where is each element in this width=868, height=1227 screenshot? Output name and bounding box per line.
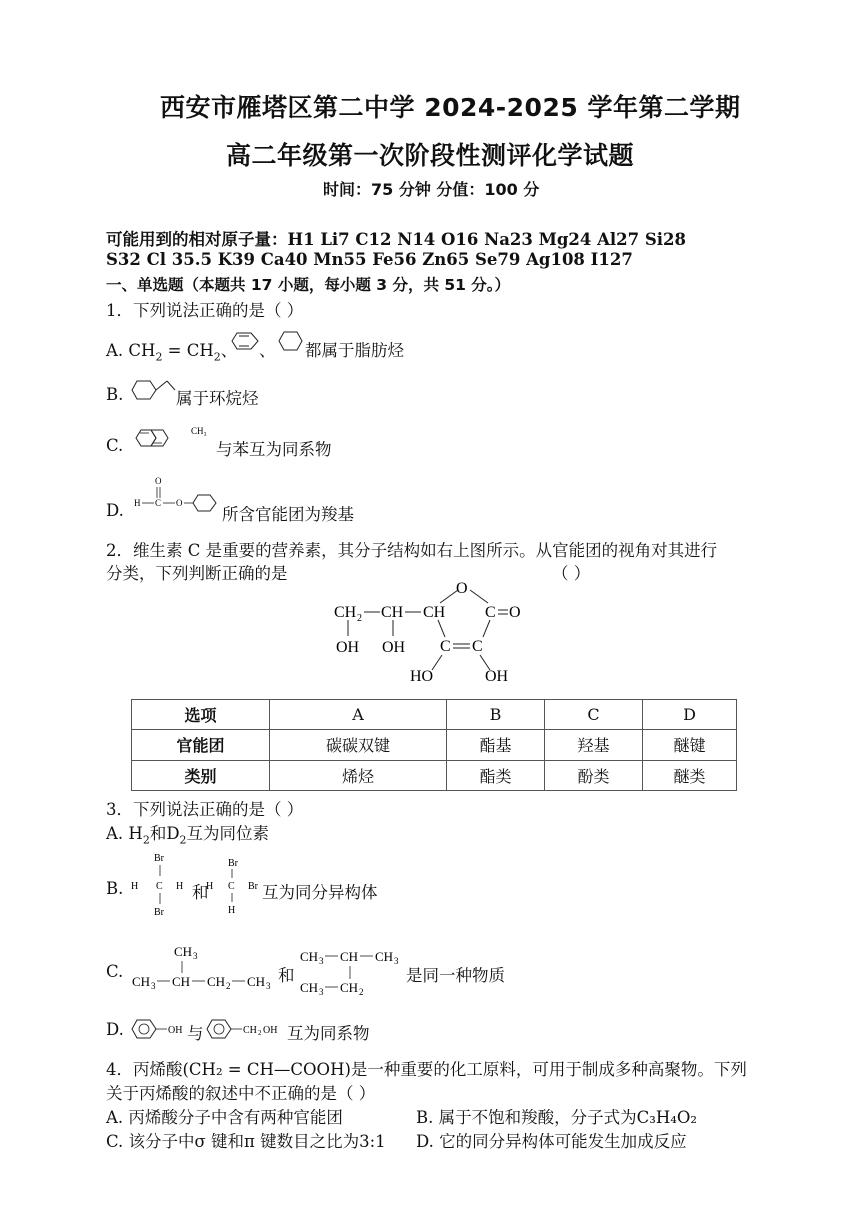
q1-c-label: C. [106,436,124,455]
svg-text:CH: CH [300,949,319,964]
svg-text:CH: CH [381,604,404,621]
q1-d-text: 所含官能团为羧基 [222,505,354,524]
atomic-masses-line-2: S32 Cl 35.5 K39 Ca40 Mn55 Fe56 Zn65 Se79 Ag108 I127 [106,250,633,269]
table-cell: A [270,700,447,730]
svg-text:CH: CH [207,974,226,989]
table-cell: D [643,700,737,730]
benzyl-alcohol-structure [206,1017,288,1041]
q2-paren: （ ） [552,564,591,583]
q3-b-text: 互为同分异构体 [262,883,378,902]
svg-text:3: 3 [394,956,399,966]
table-cell: 官能团 [132,730,270,760]
svg-text:3: 3 [151,981,156,991]
isopentane-structure [130,940,280,992]
table-cell: 酯类 [447,760,545,790]
svg-text:HO: HO [410,668,434,685]
svg-text:H: H [134,498,141,508]
svg-text:OH: OH [263,1025,278,1036]
table-cell: 酚类 [545,760,643,790]
table-cell: 醚类 [643,760,737,790]
table-row [132,760,737,790]
q3-c-label: C. [106,962,124,981]
q1-b-label: B. [106,385,124,404]
svg-text:Br: Br [154,907,164,918]
svg-text:Br: Br [228,858,238,869]
svg-text:C: C [440,638,451,655]
svg-text:CH: CH [300,980,319,995]
svg-text:O: O [176,498,183,508]
svg-text:3: 3 [319,956,324,966]
table-row [132,700,737,730]
time-score: 时间：75 分钟 分值：100 分 [323,180,540,199]
q3-d-and: 与 [187,1024,204,1043]
svg-text:H: H [131,881,139,892]
table-cell: 碳碳双键 [270,730,447,760]
svg-text:CH: CH [340,949,359,964]
svg-text:CH: CH [423,604,446,621]
q3-b-and: 和 [192,883,209,902]
ethene-formula: $CH_2 = CH_2$ [128,341,221,364]
q3-c-and: 和 [278,966,295,985]
cyclohexane-structure [278,330,304,352]
q2-options-table [131,699,737,791]
svg-text:2: 2 [357,613,362,624]
svg-text:2: 2 [258,1029,262,1037]
svg-text:O: O [509,604,521,621]
q4-option-b: B. 属于不饱和羧酸，分子式为C₃H₄O₂ [416,1108,697,1127]
svg-text:3: 3 [266,981,271,991]
svg-text:O: O [155,476,162,486]
svg-text:CH: CH [174,944,193,959]
section-heading: 一、单选题（本题共 17 小题，每小题 3 分，共 51 分。） [106,276,511,294]
svg-text:C: C [472,638,483,655]
svg-text:CH: CH [132,974,151,989]
svg-text:C: C [228,881,235,892]
title-line-2: 高二年级第一次阶段性测评化学试题 [226,141,635,170]
svg-text:H: H [176,881,184,892]
svg-text:O: O [456,580,468,597]
vitamin-c-structure [330,575,530,687]
svg-text:CH: CH [172,974,191,989]
q1-d-label: D. [106,501,124,520]
title-line-1: 西安市雁塔区第二中学 2024-2025 学年第二学期 [160,93,741,122]
q3-option-a: A. $H_2$和$D_2$互为同位素 [106,824,270,847]
q4-option-d: D. 它的同分异构体可能发生加成反应 [416,1132,687,1151]
phenol-structure [131,1017,187,1041]
q1-option-a: A. $CH_2 = CH_2$、 [106,341,238,364]
svg-text:Br: Br [248,881,258,892]
svg-text:H: H [206,881,214,892]
q3-c-text: 是同一种物质 [406,966,505,985]
methylnaphthalene-structure [131,422,215,454]
q2-stem-2: 分类，下列判断正确的是 [106,564,288,583]
svg-text:OH: OH [485,668,509,685]
svg-text:H: H [228,905,236,916]
benzene-structure [230,330,260,352]
svg-text:OH: OH [168,1025,183,1036]
table-row [132,730,737,760]
table-cell: 羟基 [545,730,643,760]
svg-text:CH: CH [340,980,359,995]
q4-stem-1: 4．丙烯酸(CH₂ = CH—COOH)是一种重要的化工原料，可用于制成多种高聚物。下列 [106,1060,747,1079]
table-cell: C [545,700,643,730]
isotope-formula: $H_2$和$D_2$ [128,824,187,847]
q1-stem: 1．下列说法正确的是（ ） [106,301,304,320]
table-cell: B [447,700,545,730]
table-cell: 醚键 [643,730,737,760]
q1-c-text: 与苯互为同系物 [216,440,332,459]
svg-text:OH: OH [336,639,360,656]
methyl-label: CH₃ [191,426,207,436]
svg-text:OH: OH [382,639,406,656]
q3-stem: 3．下列说法正确的是（ ） [106,800,304,819]
svg-text:Br: Br [154,853,164,864]
ethylcyclohexane-structure [131,378,177,402]
q3-b-label: B. [106,879,124,898]
atomic-masses-line-1: 可能用到的相对原子量：H1 Li7 C12 N14 O16 Na23 Mg24 Al27 Si28 [106,230,687,249]
q1-b-text: 属于环烷烃 [176,389,259,408]
table-cell: 类别 [132,760,270,790]
table-cell: 选项 [132,700,270,730]
svg-text:2: 2 [359,987,364,997]
isopentane-alt-structure [298,942,408,1000]
svg-text:3: 3 [193,951,198,961]
svg-text:C: C [155,498,162,508]
q4-stem-2: 关于丙烯酸的叙述中不正确的是（ ） [106,1084,376,1103]
option-label: A. [106,341,124,360]
svg-text:CH: CH [243,1025,257,1036]
q2-stem-1: 2．维生素 C 是重要的营养素，其分子结构如右上图所示。从官能团的视角对其进行 [106,541,718,560]
q4-option-a: A. 丙烯酸分子中含有两种官能团 [106,1108,343,1127]
table-cell: 烯烃 [270,760,447,790]
svg-text:3: 3 [319,987,324,997]
svg-text:C: C [485,604,496,621]
q4-option-c: C. 该分子中σ 键和π 键数目之比为3:1 [106,1132,386,1151]
svg-text:C: C [156,881,163,892]
q3-d-text: 互为同系物 [287,1024,370,1043]
svg-text:CH: CH [334,604,357,621]
q1-a-text: 都属于脂肪烃 [305,341,404,360]
q1-sep: 、 [259,341,276,360]
phenyl-formate-structure [131,472,223,518]
svg-text:CH: CH [247,974,266,989]
table-cell: 酯基 [447,730,545,760]
svg-text:CH: CH [375,949,394,964]
svg-text:2: 2 [226,981,231,991]
q3-d-label: D. [106,1020,124,1039]
